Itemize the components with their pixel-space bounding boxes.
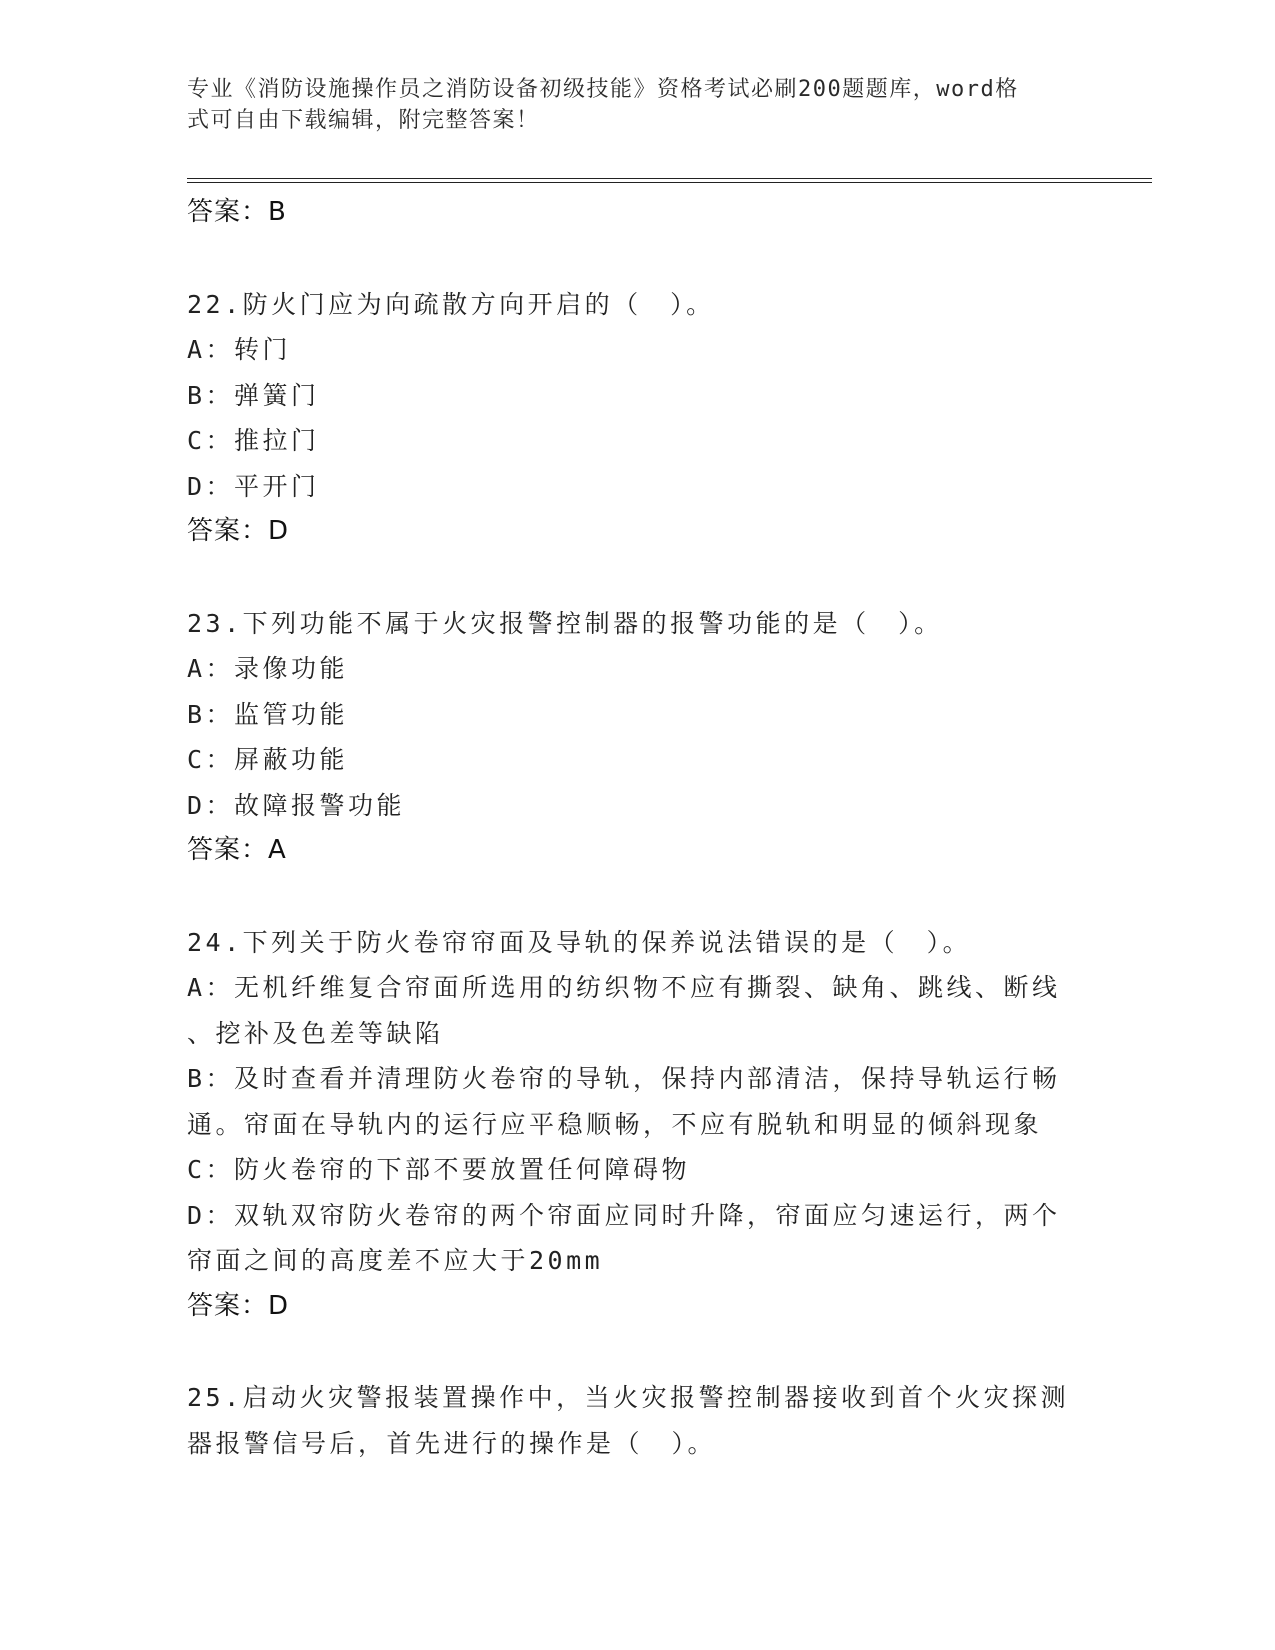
question-stem: 23.下列功能不属于火灾报警控制器的报警功能的是（ ）。 xyxy=(187,608,943,638)
option-d: D：双轨双帘防火卷帘的两个帘面应同时升降，帘面应匀速运行，两个 xyxy=(187,1200,1061,1230)
option-a: A：转门 xyxy=(187,335,292,364)
question-22 xyxy=(187,282,1087,555)
option-a: A：录像功能 xyxy=(187,654,349,683)
option-d: D：故障报警功能 xyxy=(187,790,406,820)
document-body xyxy=(187,190,1087,1466)
option-b-continued: 通。帘面在导轨内的运行应平稳顺畅，不应有脱轨和明显的倾斜现象 xyxy=(187,1109,1043,1139)
header-line-1: 专业《消防设施操作员之消防设备初级技能》资格考试必刷200题题库，word格 xyxy=(187,77,1019,102)
document-header xyxy=(187,74,1067,136)
option-b: B：监管功能 xyxy=(187,699,349,729)
option-b: B：弹簧门 xyxy=(187,380,320,410)
question-stem: 24.下列关于防火卷帘帘面及导轨的保养说法错误的是（ ）。 xyxy=(187,927,972,957)
option-d-continued: 帘面之间的高度差不应大于20mm xyxy=(187,1246,604,1275)
question-stem-continued: 器报警信号后，首先进行的操作是（ ）。 xyxy=(187,1428,717,1458)
option-a: A：无机纤维复合帘面所选用的纺织物不应有撕裂、缺角、跳线、断线 xyxy=(187,973,1061,1002)
option-b: B：及时查看并清理防火卷帘的导轨，保持内部清洁，保持导轨运行畅 xyxy=(187,1064,1061,1093)
question-23 xyxy=(187,601,1087,874)
option-c: C：推拉门 xyxy=(187,426,320,455)
header-line-2: 式可自由下载编辑，附完整答案！ xyxy=(187,108,540,133)
question-stem: 25.启动火灾警报装置操作中，当火灾报警控制器接收到首个火灾探测 xyxy=(187,1383,1070,1412)
spacer xyxy=(187,874,1087,920)
option-c: C：防火卷帘的下部不要放置任何障碍物 xyxy=(187,1155,691,1184)
question-25 xyxy=(187,1375,1087,1466)
answer: 答案：D xyxy=(187,1290,290,1321)
spacer xyxy=(187,236,1087,282)
header-divider-top xyxy=(187,178,1152,179)
previous-answer: 答案：B xyxy=(187,197,287,227)
header-divider-bottom xyxy=(187,182,1152,183)
question-stem: 22.防火门应为向疏散方向开启的（ ）。 xyxy=(187,289,715,319)
option-a-continued: 、挖补及色差等缺陷 xyxy=(187,1018,444,1048)
option-c: C：屏蔽功能 xyxy=(187,745,349,774)
answer: 答案：A xyxy=(187,835,287,865)
answer: 答案：D xyxy=(187,516,290,546)
spacer xyxy=(187,555,1087,601)
question-24 xyxy=(187,920,1087,1330)
spacer xyxy=(187,1329,1087,1375)
option-d: D：平开门 xyxy=(187,471,320,501)
